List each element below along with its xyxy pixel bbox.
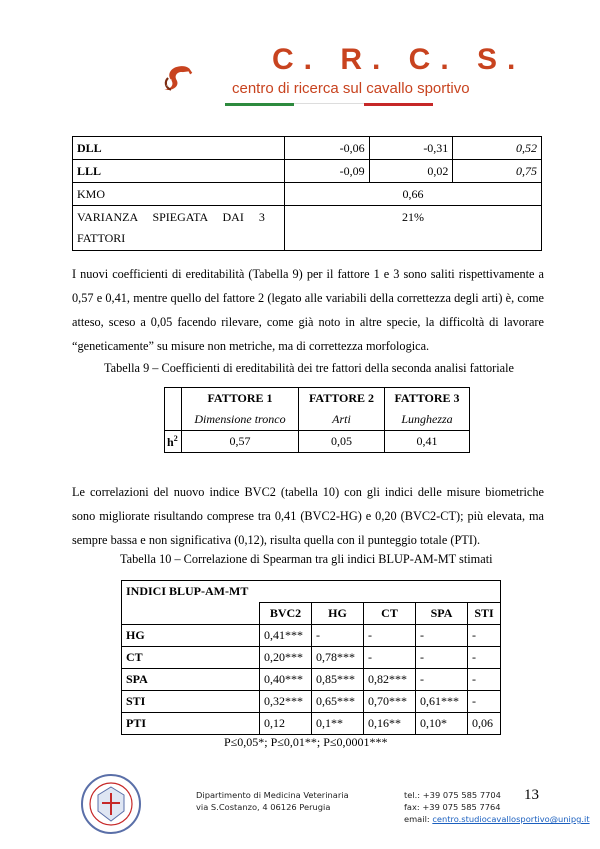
table-cell: 0,41***	[260, 625, 312, 647]
table-cell: 0,61***	[416, 691, 468, 713]
row-label: LLL	[73, 160, 285, 183]
paragraph-heritability: I nuovi coefficienti di ereditabilità (Tabella 9) per il fattore 1 e 3 sono saliti rispettivamente a 0,57 e 0,41, mentre quello del fattore 2 (legato alle variabili della correttezza degli arti) è, come atteso, sceso a 0,05 facendo rilevare, come già noto in altre specie, la difficoltà di lavorare “geneticamente” su misure non metriche, ma di correttezza morfologica.	[72, 267, 544, 353]
table-row	[73, 183, 542, 206]
crcs-horse-logo	[160, 38, 270, 118]
table10-title: INDICI BLUP-AM-MT	[122, 581, 501, 603]
table9-caption: Tabella 9 – Coefficienti di ereditabilità dei tre fattori della seconda analisi fattoriale	[104, 361, 515, 375]
table-row	[122, 669, 501, 691]
table-row	[73, 160, 542, 183]
column-header: FATTORE 3	[385, 388, 470, 410]
column-subheader: Arti	[299, 409, 385, 431]
table-cell: 0,82***	[364, 669, 416, 691]
kmo-value: 0,66	[284, 183, 541, 206]
table-cell: 0,20***	[260, 647, 312, 669]
table-cell: 0,57	[182, 431, 299, 453]
column-header: HG	[312, 603, 364, 625]
variance-label: VARIANZA SPIEGATA DAI 3 FATTORI	[73, 206, 285, 251]
svg-text:CRCS: CRCS	[165, 78, 174, 88]
table-cell: 0,78***	[312, 647, 364, 669]
table-row	[122, 713, 501, 735]
table-cell: -0,06	[284, 137, 369, 160]
row-label: SPA	[122, 669, 260, 691]
table-cell: 0,02	[369, 160, 453, 183]
significance-note: P≤0,05*; P≤0,01**; P≤0,0001***	[224, 735, 388, 749]
table-cell: -0,31	[369, 137, 453, 160]
column-subheader: Lunghezza	[385, 409, 470, 431]
email-link[interactable]: centro.studiocavallosportivo@unipg.it	[432, 814, 590, 824]
table-cell: -	[468, 647, 501, 669]
paragraph-correlations: Le correlazioni del nuovo indice BVC2 (tabella 10) con gli indici delle misure biometriche sono migliorate risultando comprese tra 0,41 (BVC2-HG) e 0,20 (BVC2-CT); più elevata, ma sempre bassa e non significativa (0,12), risulta quella con il punteggio totale (PTI).	[72, 485, 544, 547]
table-cell: -	[468, 625, 501, 647]
table-cell: -	[416, 669, 468, 691]
table-cell: -	[468, 669, 501, 691]
table-cell: 0,05	[299, 431, 385, 453]
table-cell: 0,06	[468, 713, 501, 735]
table-cell: -	[468, 691, 501, 713]
logo-title: C. R. C. S.	[272, 43, 526, 76]
table-row	[122, 691, 501, 713]
table-title-row	[122, 581, 501, 603]
table-row	[122, 625, 501, 647]
table-cell: -	[364, 647, 416, 669]
row-label: PTI	[122, 713, 260, 735]
table-cell: 0,40***	[260, 669, 312, 691]
column-header: CT	[364, 603, 416, 625]
table-row	[73, 137, 542, 160]
table-cell: -	[312, 625, 364, 647]
table-cell: 0,32***	[260, 691, 312, 713]
column-header: FATTORE 2	[299, 388, 385, 410]
footer-fax: fax: +39 075 585 7764	[404, 802, 501, 812]
table-subheader-row	[165, 409, 470, 431]
table-cell: 0,12	[260, 713, 312, 735]
column-subheader: Dimensione tronco	[182, 409, 299, 431]
table-row	[73, 206, 542, 251]
table-cell: 0,10*	[416, 713, 468, 735]
logo-subtitle: centro di ricerca sul cavallo sportivo	[232, 80, 470, 97]
table-cell: -	[416, 625, 468, 647]
column-header: STI	[468, 603, 501, 625]
footer-department: Dipartimento di Medicina Veterinaria	[196, 790, 349, 800]
column-header: FATTORE 1	[182, 388, 299, 410]
row-label: DLL	[73, 137, 285, 160]
table-cell: 0,16**	[364, 713, 416, 735]
university-seal-icon	[80, 773, 142, 835]
table10-spearman	[121, 580, 501, 735]
table-header-row	[165, 388, 470, 410]
table-cell: 0,65***	[312, 691, 364, 713]
italian-flag-bar	[225, 103, 433, 106]
row-label: $h^2$	[165, 431, 182, 453]
kmo-label: KMO	[73, 183, 285, 206]
footer-address: via S.Costanzo, 4 06126 Perugia	[196, 802, 331, 812]
table-cell: 0,41	[385, 431, 470, 453]
row-label: HG	[122, 625, 260, 647]
footer-email-label: email:	[404, 814, 433, 824]
table-cell: -	[416, 647, 468, 669]
row-label: CT	[122, 647, 260, 669]
table-cell: -	[364, 625, 416, 647]
row-label: STI	[122, 691, 260, 713]
factor-loadings-table-end	[72, 136, 542, 251]
table-header-row	[122, 603, 501, 625]
table-cell: 0,85***	[312, 669, 364, 691]
column-header: SPA	[416, 603, 468, 625]
table-cell: 0,52	[453, 137, 542, 160]
page-number: 13	[524, 787, 539, 803]
table-cell: 0,1**	[312, 713, 364, 735]
footer-email	[404, 813, 590, 825]
table-row	[165, 431, 470, 453]
table10-caption: Tabella 10 – Correlazione di Spearman tra gli indici BLUP-AM-MT stimati	[120, 552, 493, 566]
table-row	[122, 647, 501, 669]
column-header: BVC2	[260, 603, 312, 625]
table-cell: 0,75	[453, 160, 542, 183]
footer-tel: tel.: +39 075 585 7704	[404, 790, 501, 800]
table9-heritability	[164, 387, 470, 453]
table-cell: -0,09	[284, 160, 369, 183]
table-cell: 0,70***	[364, 691, 416, 713]
variance-value: 21%	[284, 206, 541, 251]
